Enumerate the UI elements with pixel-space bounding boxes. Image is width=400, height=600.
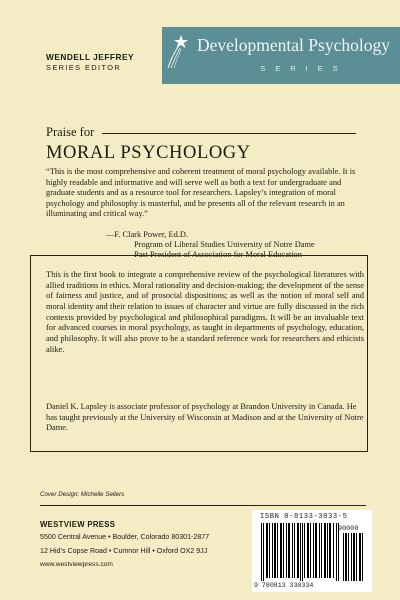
book-title: MORAL PSYCHOLOGY (46, 143, 251, 163)
publisher-website: www.westviewpress.com (40, 561, 113, 568)
price-code: 90000 (338, 525, 359, 533)
series-editor-name: WENDELL JEFFREY (46, 52, 135, 62)
quote-attribution-title: Past President of Association for Moral Education (134, 250, 302, 259)
bottom-divider (40, 505, 366, 506)
series-banner (162, 27, 400, 84)
series-editor-role: SERIES EDITOR (46, 63, 122, 72)
publisher-address-uk: 12 Hid’s Copse Road • Cumnor Hill • Oxford OX2 9JJ (40, 547, 208, 555)
cover-design-credit: Cover Design: Michelle Sellers (40, 491, 125, 498)
publisher-name: WESTVIEW PRESS (40, 520, 116, 529)
quote-attribution-name: —F. Clark Power, Ed.D. (106, 230, 189, 239)
praise-quote: “This is the most comprehensive and coherent treatment of moral psychology available. It is highly readable and informative and will serve well as both a text for undergraduate and graduate students and as a resource tool for researchers. Lapsley’s integration of moral psychology and philosophy is masterful, and he presents all of the relevant research in an illuminating and critical way.” (46, 167, 356, 219)
series-title: Developmental Psychology (197, 35, 390, 55)
author-bio: Daniel K. Lapsley is associate professor of psychology at Brandon University in Canada. He has taught previously at the University of Wisconsin at Madison and at the University of Notre Dame. (46, 402, 364, 433)
isbn-label: ISBN 0-8133-3033-5 (260, 513, 348, 521)
praise-divider (102, 133, 356, 134)
ean-number: 9 780813 330334 (254, 582, 314, 589)
series-subtitle: SERIES (260, 64, 348, 73)
praise-heading: Praise for (46, 125, 95, 139)
barcode-block (252, 510, 372, 592)
publisher-address-us: 5500 Central Avenue • Boulder, Colorado 80301-2877 (40, 533, 210, 541)
quote-attribution-affiliation: Program of Liberal Studies University of Notre Dame (134, 240, 315, 249)
book-description: This is the first book to integrate a comprehensive review of the psychological literatures with allied traditions in ethics. Moral rationality and decision-making; the development of the sense of fairness and justice, and of prosocial dispositions; as well as the notion of moral self and moral identity and their relation to issues of character and virtue are fully discussed in the rich contexts provided by psychological and philosophical paradigms. It will be an invaluable text for advanced courses in moral psychology, as taught in departments of psychology, education, and philosophy. It will also prove to be a standard reference work for researchers and ethicists alike. (46, 270, 364, 354)
